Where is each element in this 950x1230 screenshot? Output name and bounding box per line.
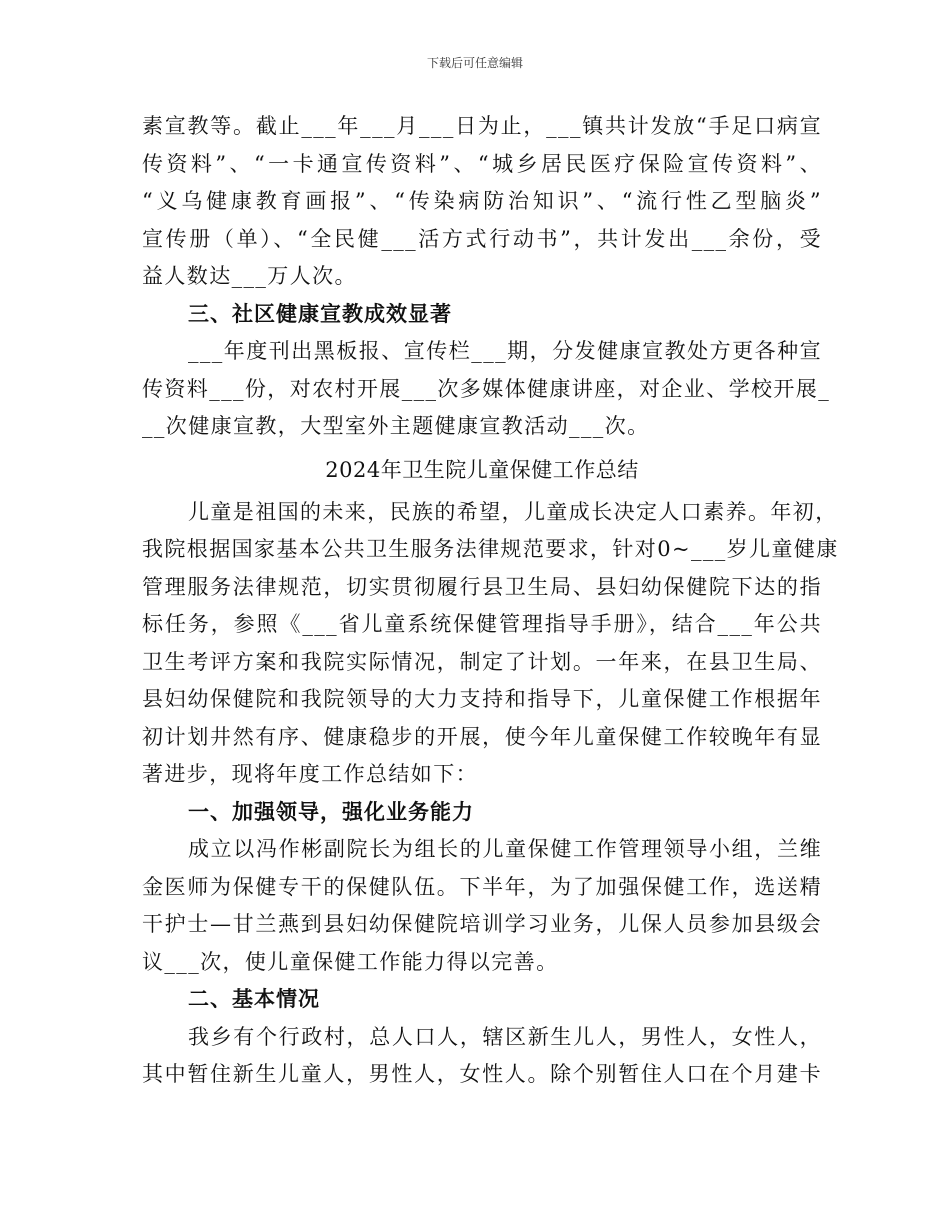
paragraph-line: 管理服务法律规范，切实贯彻履行县卫生局、县妇幼保健院下达的指 — [142, 574, 822, 599]
paragraph-line: 标任务，参照《___省儿童系统保健管理指导手册》，结合___年公共 — [142, 612, 822, 636]
paragraph-line: 我乡有个行政村，总人口人，辖区新生儿人，男性人，女性人， — [188, 1024, 822, 1049]
paragraph-line: 我院根据国家基本公共卫生服务法律规范要求，针对0~___岁儿童健康 — [142, 537, 839, 561]
paragraph-line: 传资料___份，对农村开展___次多媒体健康讲座，对企业、学校开展_ — [142, 376, 831, 401]
section-heading: 一、加强领导，强化业务能力 — [188, 799, 474, 824]
paragraph-line: 儿童是祖国的未来，民族的希望，儿童成长决定人口素养。年初， — [188, 499, 838, 524]
paragraph-line: 宣传册（单）、“全民健___活方式行动书”，共计发出___余份，受 — [142, 226, 822, 251]
page-header: 下载后可任意编辑 — [426, 56, 523, 70]
paragraph-line: 益人数达___万人次。 — [142, 264, 357, 288]
paragraph-line: 著进步，现将年度工作总结如下： — [142, 762, 478, 786]
paragraph-line: 其中暂住新生儿童人，男性人，女性人。除个别暂住人口在个月建卡 — [142, 1062, 822, 1086]
paragraph-line: 金医师为保健专干的保健队伍。下半年，为了加强保健工作，选送精 — [142, 874, 822, 899]
paragraph-line: 议___次，使儿童保健工作能力得以完善。 — [142, 949, 559, 974]
paragraph-line: 成立以冯作彬副院长为组长的儿童保健工作管理领导小组，兰维 — [188, 837, 822, 861]
paragraph-line: 卫生考评方案和我院实际情况，制定了计划。一年来，在县卫生局、 — [142, 649, 822, 674]
document-title: 2024年卫生院儿童保健工作总结 — [325, 457, 639, 482]
paragraph-line: “义乌健康教育画报”、“传染病防治知识”、“流行性乙型脑炎” — [142, 189, 822, 213]
paragraph-line: 县妇幼保健院和我院领导的大力支持和指导下，儿童保健工作根据年 — [142, 687, 822, 711]
paragraph-line: 初计划井然有序、健康稳步的开展，使今年儿童保健工作较晚年有显 — [142, 724, 822, 749]
paragraph-line: 干护士—甘兰燕到县妇幼保健院培训学习业务，儿保人员参加县级会 — [142, 912, 822, 936]
paragraph-line: ___年度刊出黑板报、宣传栏___期，分发健康宣教处方更各种宣 — [188, 339, 822, 363]
paragraph-line: __次健康宣教，大型室外主题健康宣教活动___次。 — [142, 414, 650, 438]
section-heading: 二、基本情况 — [188, 987, 320, 1011]
section-heading: 三、社区健康宣教成效显著 — [188, 301, 452, 326]
paragraph-line: 素宣教等。截止___年___月___日为止，___镇共计发放“手足口病宣 — [142, 114, 822, 138]
document-body — [142, 108, 839, 1094]
paragraph-line: 传资料”、“一卡通宣传资料”、“城乡居民医疗保险宣传资料”、 — [142, 151, 822, 176]
